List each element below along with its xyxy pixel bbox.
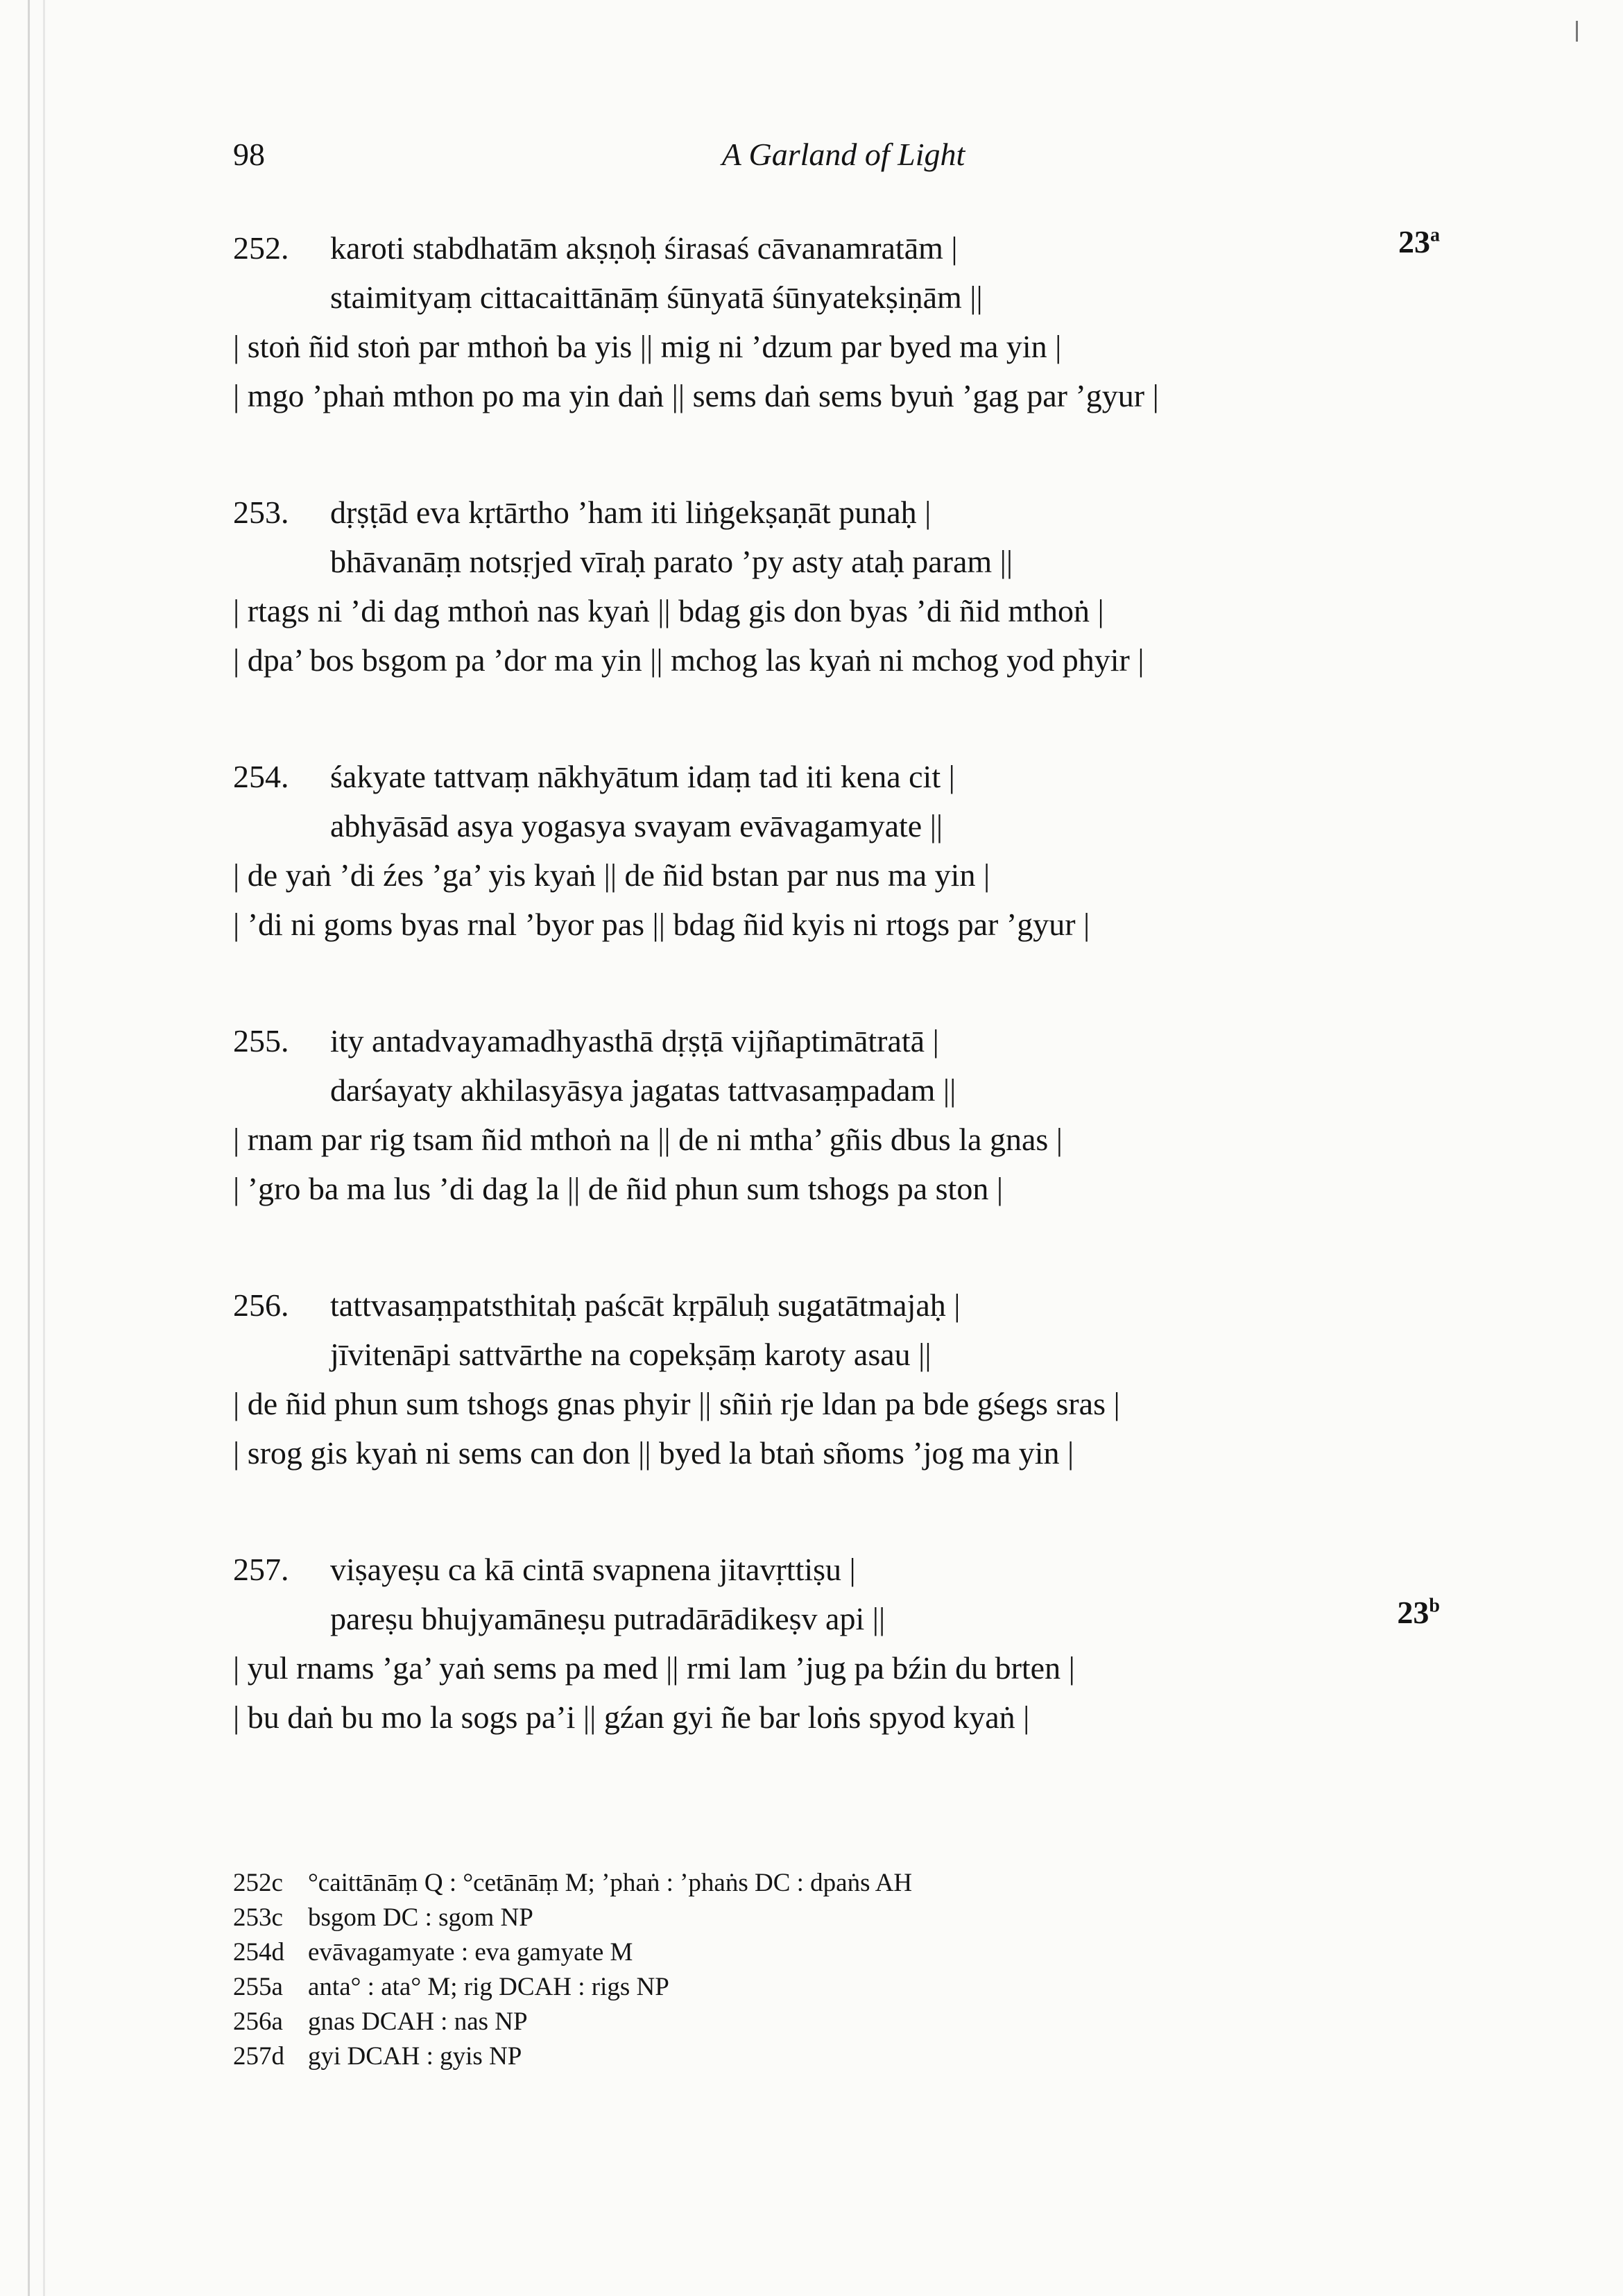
- footnote: [233, 2039, 1343, 2074]
- tibetan-line: | srog gis kyaṅ ni sems can don || byed la btaṅ sñoms ’jog ma yin |: [233, 1435, 1074, 1471]
- sanskrit-line: 255. ity antadvayamadhyasthā dṛṣṭā vijñaptimātratā |: [233, 1016, 1440, 1065]
- verse-252: [233, 223, 1440, 420]
- footnotes: [233, 1866, 1343, 2074]
- binding-shadow-inner: [43, 0, 45, 2296]
- footnote-ref: 255a: [233, 1973, 283, 2001]
- tibetan-line: | stoṅ ñid stoṅ par mthoṅ ba yis || mig ni ’dzum par byed ma yin |: [233, 329, 1062, 364]
- footnote-ref: 253c: [233, 1903, 283, 1932]
- tibetan-line: | bu daṅ bu mo la sogs pa’i || gźan gyi ñe bar loṅs spyod kyaṅ |: [233, 1699, 1030, 1735]
- edge-mark-top: [1576, 21, 1578, 42]
- verse-number: 255.: [233, 1023, 289, 1059]
- tibetan-line: | dpa’ bos bsgom pa ’dor ma yin || mchog las kyaṅ ni mchog yod phyir |: [233, 642, 1144, 678]
- sanskrit-line: pareṣu bhujyamāneṣu putradārādikeṣv api ||: [330, 1601, 886, 1636]
- tibetan-line: | ’gro ba ma lus ’di dag la || de ñid phun sum tshogs pa ston |: [233, 1171, 1004, 1206]
- tibetan-line: | ’di ni goms byas rnal ’byor pas || bdag ñid kyis ni rtogs par ’gyur |: [233, 907, 1090, 942]
- verse-number: 252.: [233, 230, 289, 266]
- verse-256: [233, 1280, 1440, 1477]
- binding-shadow-left: [28, 0, 30, 2296]
- sanskrit-line: 254. śakyate tattvaṃ nākhyātum idaṃ tad iti kena cit |: [233, 752, 1440, 801]
- footnote-text: bsgom DC : sgom NP: [308, 1903, 533, 1932]
- verse-253: [233, 488, 1440, 685]
- footnote: [233, 1866, 1343, 1901]
- tibetan-line: | yul rnams ’ga’ yaṅ sems pa med || rmi lam ’jug pa bźin du brten |: [233, 1650, 1075, 1686]
- sanskrit-line: jīvitenāpi sattvārthe na copekṣāṃ karoty asau ||: [330, 1337, 931, 1372]
- sanskrit-line: 257. viṣayeṣu ca kā cintā svapnena jitavṛttiṣu |: [233, 1545, 1440, 1594]
- footnote-ref: 254d: [233, 1938, 284, 1967]
- footnote: [233, 1901, 1343, 1935]
- sanskrit-line: staimityaṃ cittacaittānāṃ śūnyatā śūnyatekṣiṇām ||: [330, 280, 983, 315]
- verse-254: [233, 752, 1440, 949]
- footnote-text: °caittānāṃ Q : °cetānāṃ M; ’phaṅ : ’phaṅs DC : dpaṅs AH: [308, 1869, 913, 1897]
- sanskrit-line: abhyāsād asya yogasya svayam evāvagamyate ||: [330, 808, 943, 843]
- footnote-text: gnas DCAH : nas NP: [308, 2007, 528, 2036]
- tibetan-line: | de ñid phun sum tshogs gnas phyir || sñiṅ rje ldan pa bde gśegs sras |: [233, 1386, 1120, 1421]
- page-number: 98: [233, 137, 265, 172]
- verse-255: [233, 1016, 1440, 1213]
- page-header: [233, 136, 1387, 178]
- footnote: [233, 1935, 1343, 1970]
- footnote: [233, 1970, 1343, 2005]
- running-title: A Garland of Light: [721, 137, 965, 172]
- tibetan-line: | rtags ni ’di dag mthoṅ nas kyaṅ || bdag gis don byas ’di ñid mthoṅ |: [233, 593, 1104, 628]
- verse-number: 254.: [233, 759, 289, 794]
- sanskrit-line: bhāvanāṃ notsṛjed vīraḥ parato ’py asty ataḥ param ||: [330, 544, 1013, 579]
- footnote-ref: 257d: [233, 2042, 284, 2071]
- verse-number: 256.: [233, 1287, 289, 1323]
- sanskrit-line: 253. dṛṣṭād eva kṛtārtho ’ham iti liṅgekṣaṇāt punaḥ |: [233, 488, 1440, 537]
- footnote: [233, 2005, 1343, 2039]
- verse-number: 253.: [233, 495, 289, 530]
- verse-list: [233, 223, 1440, 1809]
- tibetan-line: | mgo ’phaṅ mthon po ma yin daṅ || sems daṅ sems byuṅ ’gag par ’gyur |: [233, 378, 1159, 413]
- verse-257: [233, 1545, 1440, 1742]
- footnote-ref: 256a: [233, 2007, 283, 2036]
- footnote-ref: 252c: [233, 1869, 283, 1897]
- footnote-text: gyi DCAH : gyis NP: [308, 2042, 522, 2071]
- footnote-text: evāvagamyate : eva gamyate M: [308, 1938, 633, 1967]
- tibetan-line: | rnam par rig tsam ñid mthoṅ na || de ni mtha’ gñis dbus la gnas |: [233, 1122, 1063, 1157]
- sanskrit-line: 252. karoti stabdhatām akṣṇoḥ śirasaś cāvanamratām |: [233, 223, 1440, 273]
- verse-number: 257.: [233, 1552, 289, 1587]
- tibetan-line: | de yaṅ ’di źes ’ga’ yis kyaṅ || de ñid bstan par nus ma yin |: [233, 857, 990, 893]
- folio-marker: 23$^b$: [1397, 1595, 1440, 1630]
- footnote-text: anta° : ata° M; rig DCAH : rigs NP: [308, 1973, 669, 2001]
- folio-marker: 23$^a$: [1398, 224, 1440, 259]
- sanskrit-line: darśayaty akhilasyāsya jagatas tattvasaṃpadam ||: [330, 1072, 956, 1108]
- sanskrit-line: 256. tattvasaṃpatsthitaḥ paścāt kṛpāluḥ sugatātmajaḥ |: [233, 1280, 1440, 1330]
